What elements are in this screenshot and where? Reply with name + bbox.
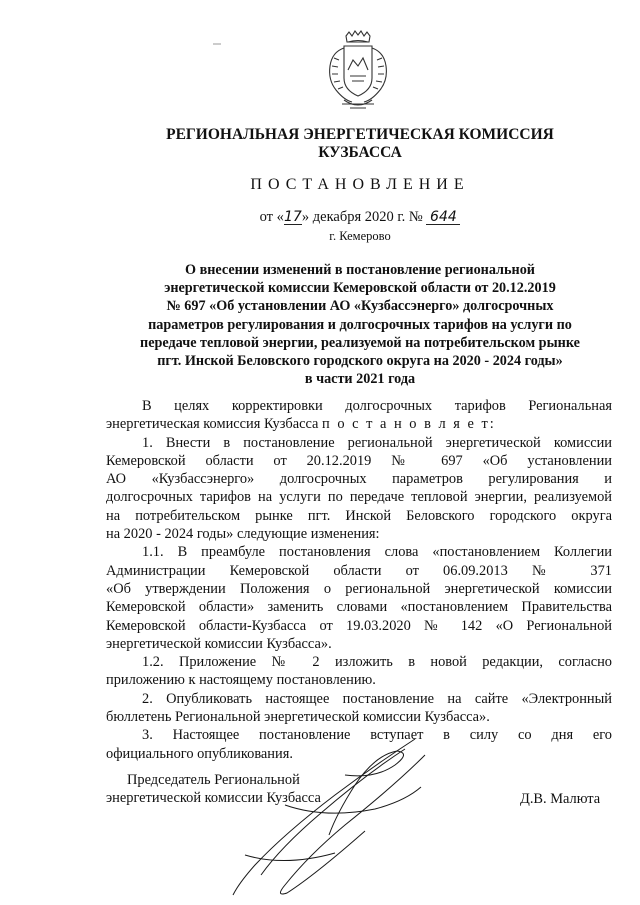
date-middle: » декабря 2020 г. № <box>301 209 423 225</box>
body-line: Кемеровской области-Кузбасса от 19.03.2020 № 142 «О Региональной <box>106 617 612 634</box>
body-line: АО «Кузбассэнерго» долгосрочных параметров регулирования и <box>106 471 612 488</box>
body-line: приложению к настоящему постановлению. <box>106 672 376 689</box>
body-line: 1. Внести в постановление региональной энергетической комиссии <box>142 434 612 451</box>
signatory-title-line2: энергетической комиссии Кузбасса <box>106 790 321 806</box>
subject-line: № 697 «Об установлении АО «Кузбассэнерго» долгосрочных <box>166 298 554 315</box>
body-line: Кемеровской области» заменить словами «постановлением Правительства <box>106 599 612 616</box>
body-line: энергетической комиссии Кузбасса». <box>106 635 332 652</box>
signatory-name: Д.В. Малюта <box>520 791 601 807</box>
subject-line: передаче тепловой энергии, реализуемой на потребительском рынке <box>140 334 580 351</box>
resolve-word: п о с т а н о в л я е т: <box>322 416 496 433</box>
body-line: 3. Настоящее постановление вступает в силу со дня его <box>142 727 612 744</box>
document-body <box>106 397 612 763</box>
body-line: на 2020 - 2024 годы» следующие изменения: <box>106 526 380 543</box>
intro-text: энергетическая комиссия Кузбасса <box>106 416 323 433</box>
organization-name: РЕГИОНАЛЬНАЯ ЭНЕРГЕТИЧЕСКАЯ КОМИССИЯ <box>166 126 554 143</box>
document-city: г. Кемерово <box>329 229 391 243</box>
handwritten-signature <box>225 735 435 900</box>
body-line: В целях корректировки долгосрочных тарифов Региональная <box>142 398 612 414</box>
body-line: 1.1. В преамбуле постановления слова «постановлением Коллегии <box>142 544 612 561</box>
handwritten-day: 17 <box>283 209 302 225</box>
body-line: 2. Опубликовать настоящее постановление на сайте «Электронный <box>142 690 612 707</box>
body-line: Администрации Кемеровской области от 06.09.2013 № 371 <box>106 562 612 579</box>
body-line: официального опубликования. <box>106 745 293 762</box>
subject-line: пгт. Инской Беловского городского округа на 2020 - 2024 годы» <box>157 353 563 370</box>
coat-of-arms-emblem <box>322 30 394 114</box>
body-line: на потребительском рынке пгт. Инской Беловского городского округа <box>106 507 612 524</box>
subject-line: в части 2021 года <box>304 371 416 388</box>
document-date-number <box>150 209 570 226</box>
subject-line: О внесении изменений в постановление региональной <box>185 262 535 278</box>
signatory-title-line1: Председатель Региональной <box>127 772 300 788</box>
document-type-title: ПОСТАНОВЛЕНИЕ <box>250 176 470 193</box>
subject-line: энергетической комиссии Кемеровской области от 20.12.2019 <box>164 280 556 297</box>
document-subject <box>110 261 610 388</box>
scan-mark-icon <box>213 41 221 47</box>
date-prefix: от « <box>259 209 284 225</box>
body-line: Кемеровской области от 20.12.2019 № 697 «Об установлении <box>106 452 612 469</box>
organization-name-line2: КУЗБАССА <box>318 144 402 161</box>
body-line: «Об утверждении Положения о региональной энергетической комиссии <box>106 580 612 597</box>
handwritten-number: 644 <box>426 210 460 225</box>
body-line: бюллетень Региональной энергетической комиссии Кузбасса». <box>106 709 490 726</box>
subject-line: параметров регулирования и долгосрочных тарифов на услуги по <box>148 316 572 333</box>
body-line: 1.2. Приложение № 2 изложить в новой редакции, согласно <box>142 654 612 671</box>
body-line: долгосрочных тарифов на услуги по передаче тепловой энергии, реализуемой <box>106 489 612 506</box>
body-line <box>106 415 612 433</box>
